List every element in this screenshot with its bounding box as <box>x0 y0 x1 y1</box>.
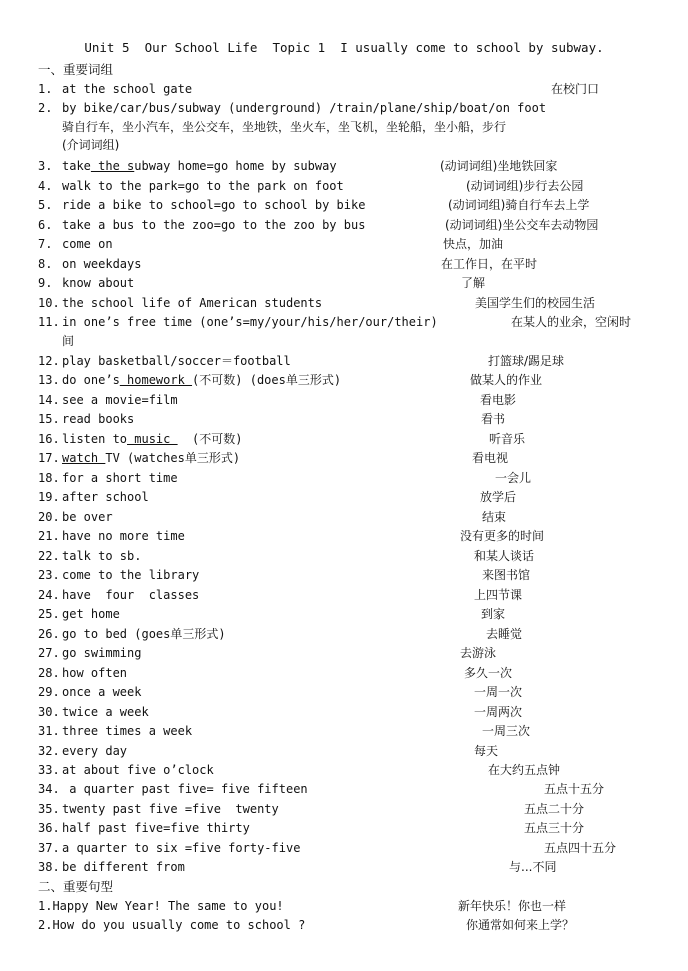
phrase-chinese: 听音乐 <box>489 432 526 446</box>
phrase-chinese: (动词词组)坐公交车去动物园 <box>445 218 599 232</box>
phrase-number: 31. <box>38 724 60 738</box>
phrase-number: 4. <box>38 179 53 193</box>
phrase-number: 8. <box>38 257 53 271</box>
phrase-english: go swimming <box>62 646 142 660</box>
phrase-row <box>38 80 678 98</box>
phrase-english <box>62 371 341 389</box>
phrase-english: take a bus to the zoo=go to the zoo by bus <box>62 218 366 232</box>
underlined-word: watch <box>62 451 106 465</box>
phrase-english: half past five=five thirty <box>62 821 250 835</box>
phrase-english: at the school gate <box>62 82 193 96</box>
phrase-english: play basketball/soccer＝football <box>62 354 291 368</box>
phrase-number: 38. <box>38 860 60 874</box>
phrase-row <box>38 800 678 818</box>
phrase-english: read books <box>62 412 135 426</box>
phrase-text: (不可数) <box>177 432 243 446</box>
phrase-chinese: 五点十五分 <box>544 782 605 796</box>
phrase-row <box>38 469 678 487</box>
phrase-number: 30. <box>38 705 60 719</box>
phrase-english: go to bed (goes单三形式) <box>62 627 226 641</box>
phrase-text: (不可数) (does单三形式) <box>192 373 342 387</box>
phrase-row <box>38 352 678 370</box>
phrase-number: 28. <box>38 666 60 680</box>
phrase-chinese: 五点三十分 <box>524 821 585 835</box>
phrase-row <box>38 722 678 740</box>
phrase-number: 15. <box>38 412 60 426</box>
sentence-chinese: 新年快乐！你也一样 <box>458 899 567 913</box>
phrase-chinese: 五点四十五分 <box>544 841 617 855</box>
phrase-number: 16. <box>38 432 60 446</box>
section-heading-sentences: 二、重要句型 <box>38 879 114 894</box>
phrase-row <box>38 527 678 545</box>
phrase-number: 26. <box>38 627 60 641</box>
phrase-chinese: 去游泳 <box>460 646 497 660</box>
sentence-english: 2.How do you usually come to school ? <box>38 918 306 932</box>
phrase-number: 36. <box>38 821 60 835</box>
phrase-number: 27. <box>38 646 60 660</box>
phrase-row <box>38 235 678 253</box>
phrase-number: 13. <box>38 373 60 387</box>
phrase-number: 22. <box>38 549 60 563</box>
phrase-chinese: 做某人的作业 <box>470 373 543 387</box>
phrase-english <box>62 430 243 448</box>
phrase-chinese: 在校门口 <box>551 82 600 96</box>
phrase-number: 3. <box>38 159 53 173</box>
phrase-number: 32. <box>38 744 60 758</box>
phrase-row <box>38 410 678 428</box>
underlined-word: music <box>127 432 178 446</box>
phrase-row <box>38 449 678 467</box>
sentence-english: 1.Happy New Year! The same to you! <box>38 899 284 913</box>
phrase-chinese: (动词词组)骑自行车去上学 <box>448 198 590 212</box>
phrase-number: 1. <box>38 82 53 96</box>
phrase-english: talk to sb. <box>62 549 142 563</box>
phrase-number: 23. <box>38 568 60 582</box>
phrase-row <box>38 586 678 604</box>
phrase-chinese: 在工作日，在平时 <box>441 257 538 271</box>
phrase-text: do one’s <box>62 373 120 387</box>
phrase-row <box>38 742 678 760</box>
phrase-chinese: 来图书馆 <box>482 568 531 582</box>
phrase-chinese: 一周三次 <box>482 724 531 738</box>
phrase-row <box>38 294 678 312</box>
phrase-number: 19. <box>38 490 60 504</box>
phrase-english: come to the library <box>62 568 200 582</box>
phrase-number: 20. <box>38 510 60 524</box>
phrase-english: how often <box>62 666 128 680</box>
document-title: Unit 5 Our School Life Topic 1 I usually come to school by subway. <box>84 40 604 55</box>
phrase-row <box>38 313 678 331</box>
phrase-number: 37. <box>38 841 60 855</box>
phrase-number: 2. <box>38 101 53 115</box>
phrase-row <box>38 488 678 506</box>
phrase-number: 35. <box>38 802 60 816</box>
phrase-number: 12. <box>38 354 60 368</box>
phrase-english: ride a bike to school=go to school by bike <box>62 198 366 212</box>
phrase-2-note: (介词词组) <box>62 138 120 152</box>
phrase-chinese: 到家 <box>481 607 506 621</box>
phrase-chinese: 看电影 <box>480 393 517 407</box>
phrase-chinese: 五点二十分 <box>524 802 585 816</box>
phrase-chinese: 美国学生们的校园生活 <box>475 296 596 310</box>
phrase-chinese: 和某人谈话 <box>474 549 535 563</box>
phrase-english: once a week <box>62 685 142 699</box>
phrase-number: 10. <box>38 296 60 310</box>
phrase-row <box>38 839 678 857</box>
phrase-text: ubway home=go home by subway <box>134 159 337 173</box>
phrase-number: 29. <box>38 685 60 699</box>
phrase-english: on weekdays <box>62 257 142 271</box>
phrase-row <box>38 255 678 273</box>
phrase-chinese: 放学后 <box>480 490 517 504</box>
phrase-english <box>62 449 240 467</box>
phrase-row <box>38 858 678 876</box>
phrase-chinese: 看书 <box>481 412 506 426</box>
phrase-number: 33. <box>38 763 60 777</box>
phrase-english: a quarter past five= five fifteen <box>62 782 308 796</box>
phrase-number: 24. <box>38 588 60 602</box>
phrase-english: by bike/car/bus/subway (underground) /train/plane/ship/boat/on foot <box>62 101 547 115</box>
phrase-number: 6. <box>38 218 53 232</box>
phrase-english: come on <box>62 237 113 251</box>
phrase-chinese: 没有更多的时间 <box>460 529 545 543</box>
phrase-row <box>38 216 678 234</box>
phrase-chinese: (动词词组)坐地铁回家 <box>440 159 558 173</box>
phrase-row <box>38 391 678 409</box>
phrase-number: 14. <box>38 393 60 407</box>
phrase-english <box>62 157 337 175</box>
phrase-number: 21. <box>38 529 60 543</box>
phrase-chinese: 上四节课 <box>474 588 523 602</box>
phrase-row <box>38 625 678 643</box>
phrase-chinese: 去睡觉 <box>486 627 523 641</box>
phrase-chinese: 多久一次 <box>464 666 513 680</box>
phrase-text: TV (watches单三形式) <box>105 451 241 465</box>
phrase-row <box>38 644 678 662</box>
phrase-number: 7. <box>38 237 53 251</box>
phrase-row <box>38 566 678 584</box>
phrase-english: in one’s free time (one’s=my/your/his/her/our/their) <box>62 315 438 329</box>
phrase-chinese: 一会儿 <box>495 471 532 485</box>
phrase-english: have four classes <box>62 588 200 602</box>
phrase-number: 17. <box>38 451 60 465</box>
phrase-row <box>38 157 678 175</box>
phrase-chinese: 与...不同 <box>509 860 557 874</box>
phrase-row <box>38 780 678 798</box>
phrase-row <box>38 430 678 448</box>
phrase-english: at about five o’clock <box>62 763 214 777</box>
phrase-number: 25. <box>38 607 60 621</box>
phrase-english: a quarter to six =five forty-five <box>62 841 301 855</box>
underlined-word: the s <box>90 159 135 173</box>
phrase-chinese: 在大约五点钟 <box>488 763 561 777</box>
phrase-chinese: 打篮球/踢足球 <box>488 354 565 368</box>
phrase-chinese: 结束 <box>482 510 507 524</box>
phrase-number: 18. <box>38 471 60 485</box>
phrase-row <box>38 177 678 195</box>
phrase-row <box>38 196 678 214</box>
phrase-english: after school <box>62 490 149 504</box>
phrase-row <box>38 99 678 117</box>
phrase-row <box>38 683 678 701</box>
phrase-english: see a movie=film <box>62 393 178 407</box>
phrase-english: twenty past five =five twenty <box>62 802 279 816</box>
phrase-number: 34. <box>38 782 60 796</box>
phrase-number: 5. <box>38 198 53 212</box>
phrase-english: walk to the park=go to the park on foot <box>62 179 344 193</box>
phrase-text: take <box>62 159 91 173</box>
phrase-row <box>38 605 678 623</box>
phrase-11-continuation: 间 <box>62 334 75 348</box>
phrase-number: 11. <box>38 315 60 329</box>
sentence-row <box>38 897 678 915</box>
phrase-english: be over <box>62 510 113 524</box>
phrase-english: twice a week <box>62 705 149 719</box>
phrase-chinese: 每天 <box>474 744 499 758</box>
sentence-row <box>38 916 678 934</box>
phrase-row <box>38 819 678 837</box>
phrase-row <box>38 547 678 565</box>
phrase-chinese: 了解 <box>461 276 486 290</box>
phrase-english: have no more time <box>62 529 185 543</box>
phrase-row <box>38 508 678 526</box>
underlined-word: homework <box>119 373 193 387</box>
section-heading-phrases: 一、重要词组 <box>38 62 114 77</box>
phrase-english: be different from <box>62 860 185 874</box>
phrase-row <box>38 761 678 779</box>
phrase-row <box>38 371 678 389</box>
phrase-chinese: 一周一次 <box>474 685 523 699</box>
phrase-row <box>38 274 678 292</box>
phrase-2-translation: 骑自行车，坐小汽车，坐公交车，坐地铁，坐火车，坐飞机，坐轮船，坐小船，步行 <box>62 120 507 134</box>
phrase-english: the school life of American students <box>62 296 323 310</box>
phrase-english: get home <box>62 607 120 621</box>
phrase-row <box>38 703 678 721</box>
phrase-english: for a short time <box>62 471 178 485</box>
phrase-chinese: 在某人的业余，空闲时 <box>511 315 632 329</box>
phrase-chinese: 看电视 <box>472 451 509 465</box>
phrase-chinese: (动词词组)步行去公园 <box>466 179 584 193</box>
phrase-chinese: 一周两次 <box>474 705 523 719</box>
phrase-text: listen to <box>62 432 128 446</box>
phrase-row <box>38 664 678 682</box>
phrase-english: three times a week <box>62 724 193 738</box>
phrase-number: 9. <box>38 276 53 290</box>
sentence-chinese: 你通常如何来上学？ <box>466 918 575 932</box>
phrase-english: know about <box>62 276 135 290</box>
phrase-english: every day <box>62 744 128 758</box>
phrase-chinese: 快点，加油 <box>443 237 504 251</box>
